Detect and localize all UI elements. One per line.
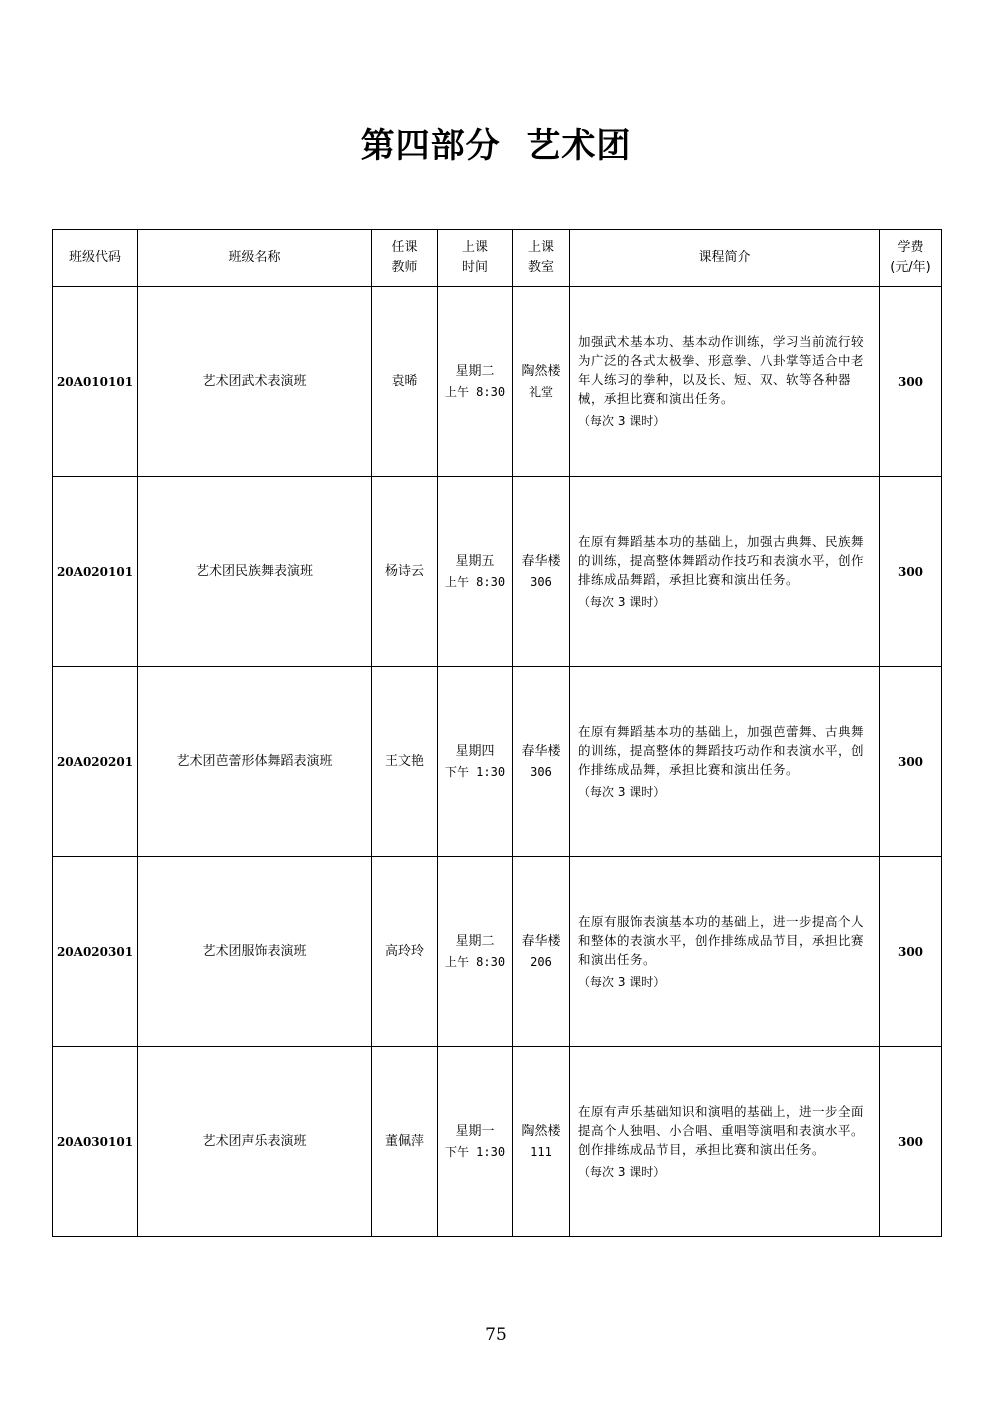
table-row (53, 477, 942, 667)
course-intro-text: 在原有舞蹈基本功的基础上，加强芭蕾舞、古典舞的训练，提高整体的舞蹈技巧动作和表演水平，创作排练成品舞，承担比赛和演出任务。 (578, 723, 865, 777)
class-clock: 上午 8:30 (444, 954, 506, 969)
header-intro: 课程简介 (570, 230, 880, 287)
course-intro (570, 857, 880, 1047)
header-fee-line1: 学费 (897, 240, 924, 255)
class-name: 艺术团服饰表演班 (138, 857, 372, 1047)
classroom (513, 287, 570, 477)
classroom (513, 667, 570, 857)
classroom-building: 春华楼 (521, 553, 561, 569)
header-code: 班级代码 (53, 230, 138, 287)
class-day: 星期一 (455, 1123, 495, 1139)
class-day: 星期五 (455, 553, 495, 569)
classroom (513, 477, 570, 667)
class-time (438, 477, 513, 667)
header-room-line2: 教室 (527, 260, 554, 275)
teacher-name: 杨诗云 (372, 477, 438, 667)
header-time-line2: 时间 (461, 260, 488, 275)
classroom (513, 1047, 570, 1237)
class-code: 20A010101 (53, 287, 138, 477)
tuition-fee: 300 (880, 667, 942, 857)
page-number: 75 (485, 1325, 507, 1345)
teacher-name: 袁晞 (372, 287, 438, 477)
classroom-number: 306 (530, 574, 552, 589)
class-time (438, 1047, 513, 1237)
class-time (438, 287, 513, 477)
header-teacher-line1: 任课 (391, 240, 418, 255)
class-day: 星期四 (455, 743, 495, 759)
header-teacher (372, 230, 438, 287)
tuition-fee: 300 (880, 1047, 942, 1237)
classroom-building: 春华楼 (521, 743, 561, 759)
header-row (53, 230, 942, 287)
class-day: 星期二 (455, 363, 495, 379)
class-name: 艺术团武术表演班 (138, 287, 372, 477)
teacher-name: 董佩萍 (372, 1047, 438, 1237)
class-name: 艺术团芭蕾形体舞蹈表演班 (138, 667, 372, 857)
course-hours-note: （每次 3 课时） (578, 974, 666, 989)
header-time-line1: 上课 (461, 240, 488, 255)
course-hours-note: （每次 3 课时） (578, 594, 666, 609)
table-row (53, 857, 942, 1047)
class-code: 20A020201 (53, 667, 138, 857)
tuition-fee: 300 (880, 287, 942, 477)
class-day: 星期二 (455, 933, 495, 949)
course-hours-note: （每次 3 课时） (578, 1164, 666, 1179)
course-intro (570, 477, 880, 667)
header-name: 班级名称 (138, 230, 372, 287)
page-title: 第四部分 艺术团 (360, 126, 632, 166)
table-row (53, 1047, 942, 1237)
header-fee-line2: (元/年) (890, 260, 931, 275)
header-room-line1: 上课 (527, 240, 554, 255)
course-intro (570, 1047, 880, 1237)
teacher-name: 高玲玲 (372, 857, 438, 1047)
header-room (513, 230, 570, 287)
class-clock: 下午 1:30 (444, 1144, 506, 1159)
course-intro (570, 287, 880, 477)
class-time (438, 857, 513, 1047)
course-hours-note: （每次 3 课时） (578, 784, 666, 799)
class-clock: 上午 8:30 (444, 384, 506, 399)
table-row (53, 287, 942, 477)
class-code: 20A020301 (53, 857, 138, 1047)
classroom-building: 春华楼 (521, 933, 561, 949)
class-time (438, 667, 513, 857)
header-fee (880, 230, 942, 287)
classroom-number: 111 (530, 1144, 552, 1159)
course-intro-text: 加强武术基本功、基本动作训练，学习当前流行较为广泛的各式太极拳、形意拳、八卦掌等适合中老年人练习的拳种，以及长、短、双、软等各种器械，承担比赛和演出任务。 (578, 334, 865, 406)
class-code: 20A030101 (53, 1047, 138, 1237)
course-intro (570, 667, 880, 857)
classroom-number: 206 (530, 954, 552, 969)
course-intro-text: 在原有声乐基础知识和演唱的基础上，进一步全面提高个人独唱、小合唱、重唱等演唱和表演水平。创作排练成品节目，承担比赛和演出任务。 (578, 1103, 865, 1157)
classroom-building: 陶然楼 (521, 1123, 561, 1139)
course-table (52, 229, 942, 1237)
course-intro-text: 在原有服饰表演基本功的基础上，进一步提高个人和整体的表演水平，创作排练成品节目，承担比赛和演出任务。 (578, 913, 865, 967)
header-teacher-line2: 教师 (391, 260, 418, 275)
tuition-fee: 300 (880, 477, 942, 667)
class-clock: 下午 1:30 (444, 764, 506, 779)
class-name: 艺术团民族舞表演班 (138, 477, 372, 667)
course-intro-text: 在原有舞蹈基本功的基础上，加强古典舞、民族舞的训练，提高整体舞蹈动作技巧和表演水平，创作排练成品舞蹈，承担比赛和演出任务。 (578, 533, 865, 587)
header-time (438, 230, 513, 287)
class-code: 20A020101 (53, 477, 138, 667)
classroom (513, 857, 570, 1047)
tuition-fee: 300 (880, 857, 942, 1047)
class-clock: 上午 8:30 (444, 574, 506, 589)
classroom-number: 礼堂 (528, 384, 553, 399)
course-hours-note: （每次 3 课时） (578, 414, 666, 428)
teacher-name: 王文艳 (372, 667, 438, 857)
table-row (53, 667, 942, 857)
class-name: 艺术团声乐表演班 (138, 1047, 372, 1237)
classroom-number: 306 (530, 764, 552, 779)
classroom-building: 陶然楼 (521, 363, 561, 379)
